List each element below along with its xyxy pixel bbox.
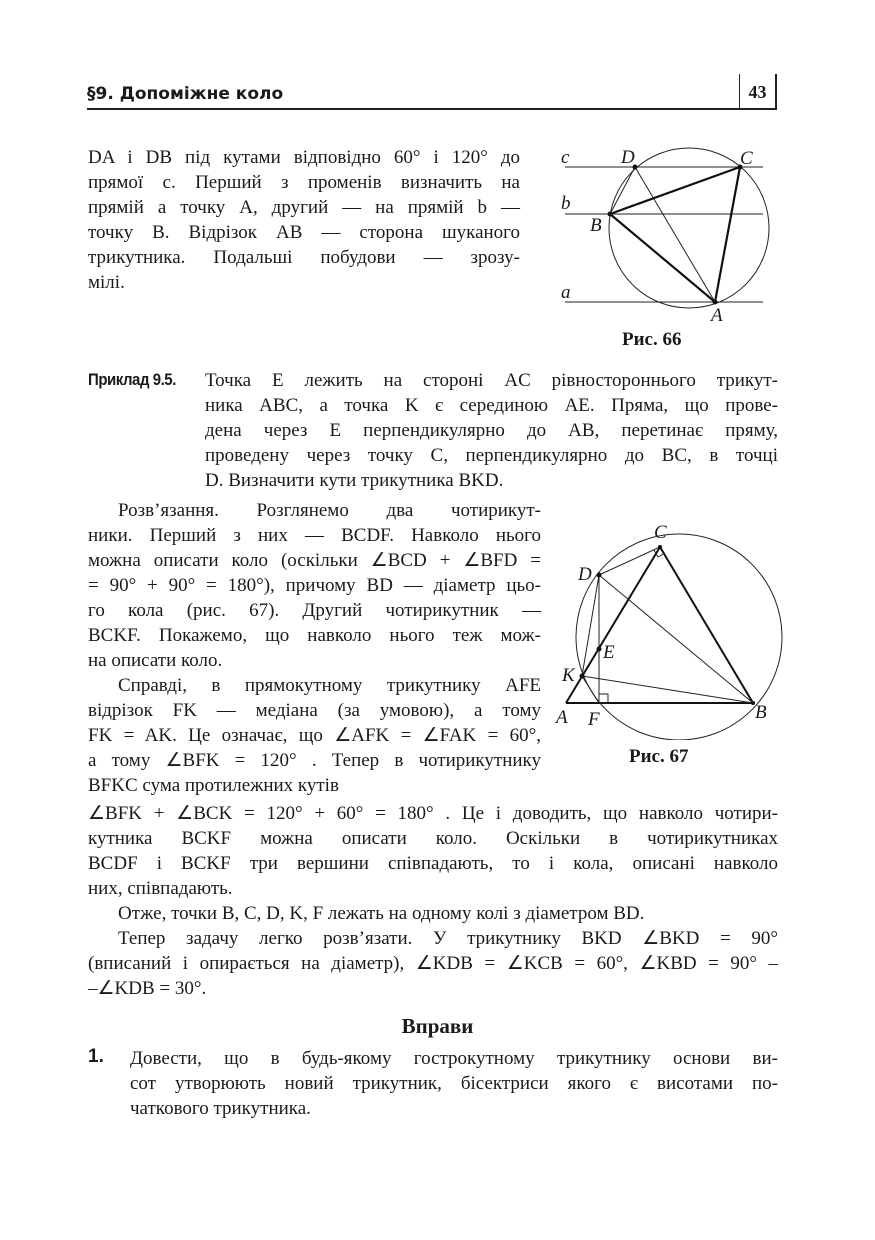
figure-67 [550,520,800,740]
text-line: а тому ∠BFK = 120° . Тепер в чотирикутнику [88,750,541,771]
text-line: кутника BCKF можна описати коло. Оскільки в чотирикутниках [88,828,778,849]
point-E [597,647,602,652]
example-statement [205,368,778,493]
figure-67-caption: Рис. 67 [629,746,689,767]
text-line: Тепер задачу легко розв’язати. У трикутнику BKD ∠BKD = 90° [118,928,778,949]
text-line: проведену через точку C, перпендикулярно до BC, в точці [205,445,778,466]
text-line: дена через E перпендикулярно до AB, перетинає пряму, [205,420,778,441]
text-line: прямій a точку A, другий — на прямій b — [88,197,520,218]
label-C: C [654,522,667,543]
right-angle-F [599,694,608,703]
label-D: D [621,147,635,168]
solution-continuation [88,801,778,1001]
label-B: B [755,702,767,723]
text-line: го кола (рис. 67). Другий чотирикутник — [88,600,541,621]
text-line: них, співпадають. [88,878,233,899]
label-F: F [588,709,600,730]
label-C: C [740,148,753,169]
exercise-number: 1. [88,1046,104,1067]
text-line: ∠BFK + ∠BCK = 120° + 60° = 180° . Це і доводить, що навколо чотири- [88,803,778,824]
point-B [608,212,613,217]
label-A: A [556,707,568,728]
text-line: точку B. Відрізок AB — сторона шуканого [88,222,520,243]
segment-DA [635,167,715,302]
label-K: K [562,665,575,686]
label-A: A [711,305,723,325]
intro-paragraph [88,145,520,295]
text-line: Отже, точки B, C, D, K, F лежать на одному колі з діаметром BD. [118,903,645,924]
text-line: –∠KDB = 30°. [88,978,207,999]
side-CA [715,167,740,302]
text-line: трикутника. Подальші побудови — зрозу- [88,247,520,268]
label-c: c [561,147,570,168]
point-A [713,300,718,305]
text-line: мілі. [88,272,125,293]
page-number: 43 [739,74,777,110]
text-line: відрізок FK — медіана (за умовою), а тому [88,700,541,721]
text-line: чаткового трикутника. [130,1098,311,1119]
label-B: B [590,215,602,236]
text-line: ники. Перший з них — BCDF. Навколо нього [88,525,541,546]
text-line: FK = AK. Це означає, що ∠AFK = ∠FAK = 60°, [88,725,541,746]
segment-KF [582,676,599,703]
figure-66-caption: Рис. 66 [622,329,682,350]
point-D [597,573,602,578]
text-line: DA і DB під кутами відповідно 60° і 120° до [88,147,520,168]
point-K [580,674,585,679]
text-line: Довести, що в будь-якому гострокутному трикутнику основи ви- [130,1048,778,1069]
text-line: сот утворюють новий трикутник, бісектриси якого є висотами по- [130,1073,778,1094]
section-title: §9. Допоміжне коло [87,84,284,104]
text-line: ника ABC, а точка K є серединою AE. Пряма, що прове- [205,395,778,416]
text-line: D. Визначити кути трикутника BKD. [205,470,504,491]
text-line: (вписаний і опирається на діаметр), ∠KDB = ∠KCB = 60°, ∠KBD = 90° – [88,953,778,974]
text-line: Справді, в прямокутному трикутнику AFE [118,675,541,696]
exercises-heading: Вправи [401,1014,474,1038]
text-line: = 90° + 90° = 180°), причому BD — діаметр цьо- [88,575,541,596]
segment-DB [599,575,753,703]
text-line: BFKC сума протилежних кутів [88,775,339,796]
figure-66 [555,145,795,325]
text-line: Точка E лежить на стороні AC рівностороннього трикут- [205,370,778,391]
text-line: Розв’язання. Розглянемо два чотирикут- [118,500,541,521]
text-line: прямої c. Перший з променів визначить на [88,172,520,193]
label-D: D [578,564,592,585]
label-a: a [561,282,571,303]
page-header [87,80,777,110]
side-AB [610,214,715,302]
exercise-1-text [130,1046,778,1121]
solution-paragraph [88,498,541,798]
label-b: b [561,193,571,214]
text-line: BCKF. Покажемо, що навколо нього теж мож- [88,625,541,646]
header-rule [87,108,777,110]
label-E: E [603,642,615,663]
example-label: Приклад 9.5. [88,370,176,389]
text-line: BCDF і BCKF три вершини співпадають, то і кола, описані навколо [88,853,778,874]
text-line: можна описати коло (оскільки ∠BCD + ∠BFD = [88,550,541,571]
text-line: на описати коло. [88,650,223,671]
side-BC [660,547,753,703]
circumcircle-66 [609,148,769,308]
point-C [658,545,662,549]
